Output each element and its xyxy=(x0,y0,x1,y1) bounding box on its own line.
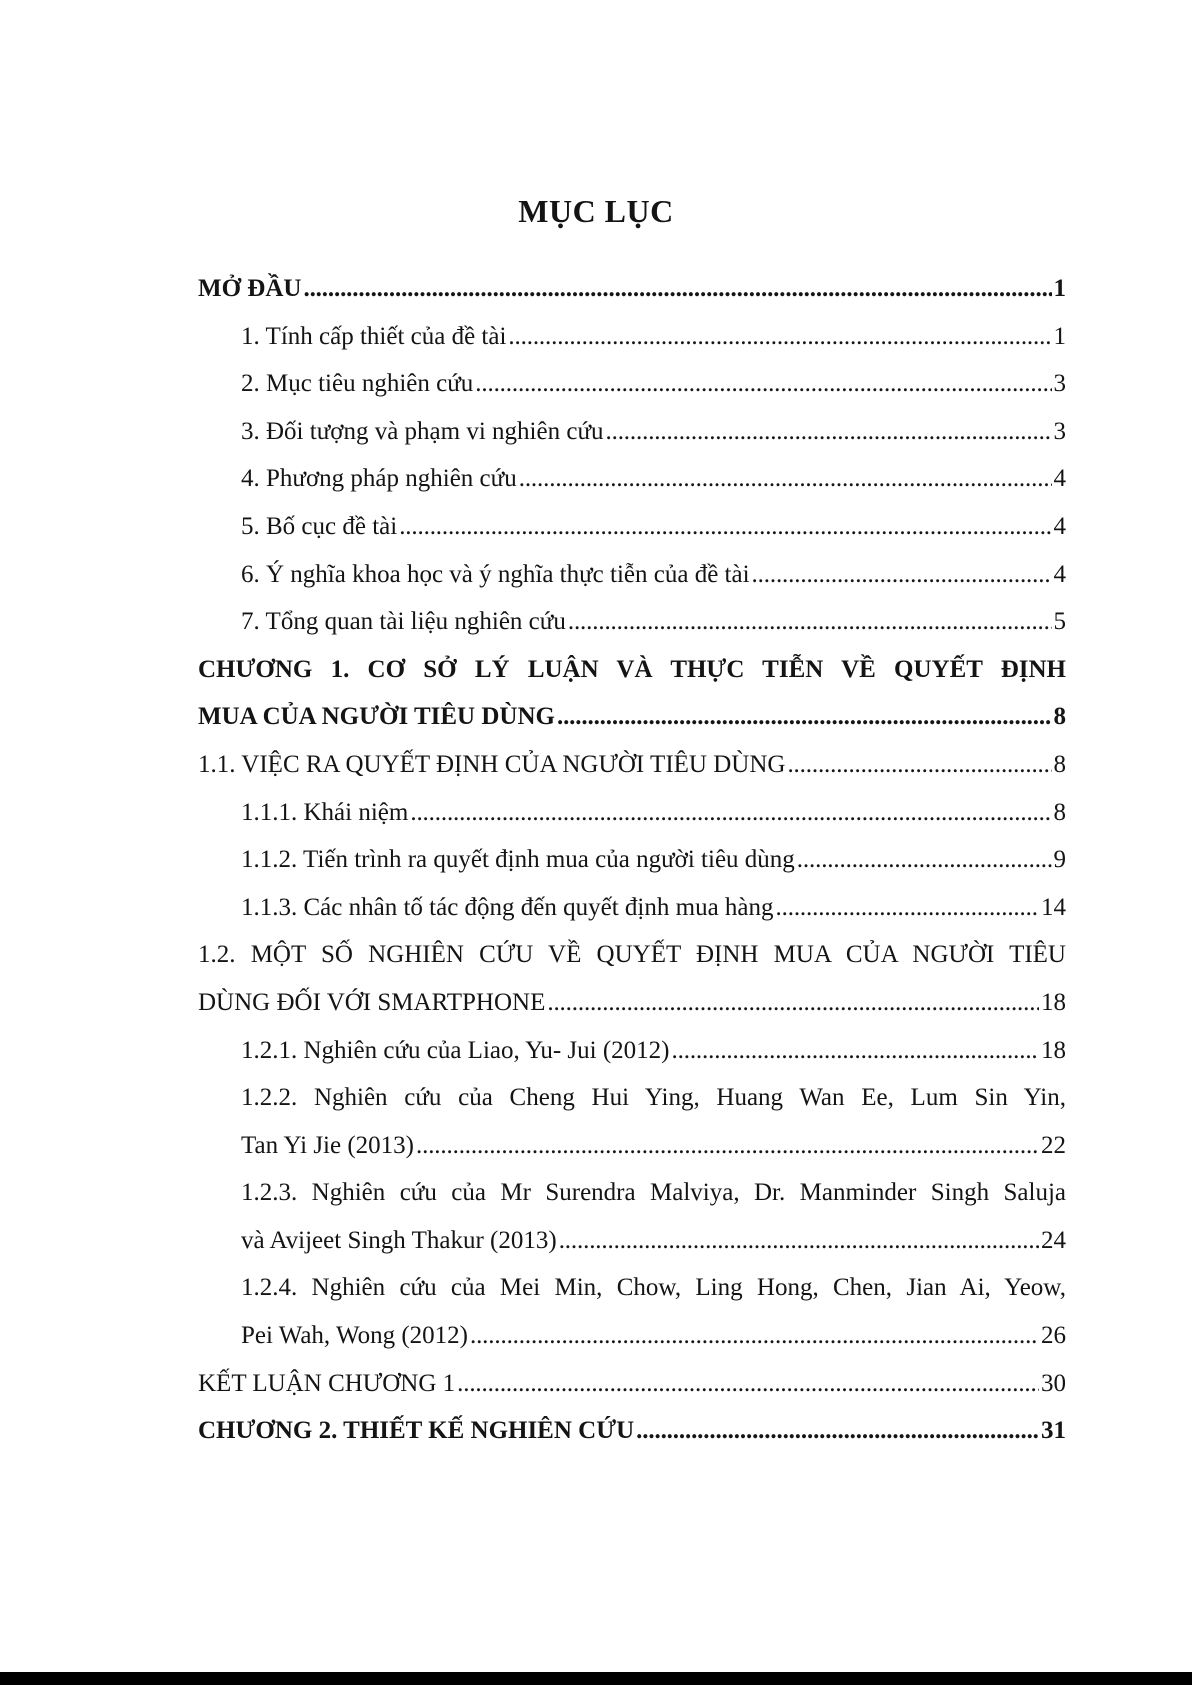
toc-page-number: 8 xyxy=(1053,703,1066,731)
toc-entry-1-2-1[interactable] xyxy=(198,1027,1066,1075)
dot-leader xyxy=(557,693,1052,741)
toc-entry-text-line1: CHƯƠNG 1. CƠ SỞ LÝ LUẬN VÀ THỰC TIỄN VỀ QUYẾT ĐỊNH xyxy=(198,655,1066,683)
toc-entry-text-line2: MUA CỦA NGƯỜI TIÊU DÙNG xyxy=(198,703,555,731)
toc-entry-text: 1.2.1. Nghiên cứu của Liao, Yu- Jui (2012) xyxy=(241,1036,670,1064)
toc-entry-text: 1.1.3. Các nhân tố tác động đến quyết định mua hàng xyxy=(241,893,774,921)
toc-entry-text-line1: 1.2. MỘT SỐ NGHIÊN CỨU VỀ QUYẾT ĐỊNH MUA CỦA NGƯỜI TIÊU xyxy=(198,941,1066,969)
toc-entry-text: 3. Đối tượng và phạm vi nghiên cứu xyxy=(241,417,604,445)
toc-page-number: 1 xyxy=(1053,275,1066,302)
dot-leader xyxy=(457,1360,1039,1408)
toc-entry-mo-dau[interactable] xyxy=(198,265,1066,313)
toc-page-number: 4 xyxy=(1053,512,1066,540)
toc-page-number: 14 xyxy=(1041,893,1066,921)
dot-leader xyxy=(470,1312,1039,1360)
toc-entry-1-1-1[interactable] xyxy=(198,789,1066,837)
toc-entry-text: 4. Phương pháp nghiên cứu xyxy=(241,465,517,493)
toc-entry-text: 1.1.2. Tiến trình ra quyết định mua của người tiêu dùng xyxy=(241,846,795,874)
toc-entry-1-2-4[interactable] xyxy=(198,1264,1066,1359)
dot-leader xyxy=(568,598,1052,646)
toc-entry-chuong-2[interactable] xyxy=(198,1407,1066,1455)
bottom-border xyxy=(0,1672,1192,1685)
dot-leader xyxy=(776,884,1039,932)
toc-entry-6[interactable] xyxy=(198,551,1066,599)
toc-entry-text: 6. Ý nghĩa khoa học và ý nghĩa thực tiễn của đề tài xyxy=(241,560,750,588)
toc-entry-text-line2: Tan Yi Jie (2013) xyxy=(241,1131,414,1159)
toc-page-number: 8 xyxy=(1053,750,1066,778)
toc-entry-text: 2. Mục tiêu nghiên cứu xyxy=(241,370,474,398)
toc-entry-ket-luan-chuong-1[interactable] xyxy=(198,1360,1066,1408)
page-title: MỤC LỤC xyxy=(518,193,674,229)
toc-entry-1-2[interactable] xyxy=(198,931,1066,1026)
toc-page-number: 18 xyxy=(1041,1036,1066,1064)
dot-leader xyxy=(797,836,1052,884)
toc-page-number: 1 xyxy=(1053,322,1066,350)
toc-entry-text: MỞ ĐẦU xyxy=(198,275,302,302)
toc-entry-5[interactable] xyxy=(198,503,1066,551)
table-of-contents xyxy=(198,265,1066,1455)
toc-entry-text-line2: và Avijeet Singh Thakur (2013) xyxy=(241,1226,557,1254)
dot-leader xyxy=(410,789,1051,837)
toc-entry-text-line2: DÙNG ĐỐI VỚI SMARTPHONE xyxy=(198,988,546,1016)
toc-entry-1-1-2[interactable] xyxy=(198,836,1066,884)
toc-page-number: 26 xyxy=(1041,1322,1066,1350)
toc-entry-7[interactable] xyxy=(198,598,1066,646)
toc-page-number: 30 xyxy=(1041,1369,1066,1397)
dot-leader xyxy=(519,455,1052,503)
dot-leader xyxy=(416,1122,1039,1170)
dot-leader xyxy=(636,1407,1039,1455)
toc-entry-text: 5. Bố cục đề tài xyxy=(241,512,398,540)
dot-leader xyxy=(303,265,1051,313)
toc-page-number: 22 xyxy=(1041,1131,1066,1159)
toc-entry-2[interactable] xyxy=(198,360,1066,408)
toc-entry-text-line1: 1.2.3. Nghiên cứu của Mr Surendra Malviya, Dr. Manminder Singh Saluja xyxy=(241,1179,1066,1207)
dot-leader xyxy=(475,360,1051,408)
toc-entry-1-2-3[interactable] xyxy=(198,1169,1066,1264)
toc-page-number: 3 xyxy=(1053,417,1066,445)
dot-leader xyxy=(606,408,1052,456)
toc-entry-text: 1.1. VIỆC RA QUYẾT ĐỊNH CỦA NGƯỜI TIÊU DÙNG xyxy=(198,750,786,778)
toc-page-number: 18 xyxy=(1041,988,1066,1016)
toc-entry-text: KẾT LUẬN CHƯƠNG 1 xyxy=(198,1369,456,1397)
dot-leader xyxy=(672,1027,1039,1075)
toc-page-number: 8 xyxy=(1053,798,1066,826)
dot-leader xyxy=(508,313,1051,361)
toc-entry-1-1-3[interactable] xyxy=(198,884,1066,932)
toc-entry-1-1[interactable] xyxy=(198,741,1066,789)
toc-entry-text-line1: 1.2.2. Nghiên cứu của Cheng Hui Ying, Huang Wan Ee, Lum Sin Yin, xyxy=(241,1084,1066,1112)
toc-entry-1[interactable] xyxy=(198,313,1066,361)
toc-page-number: 4 xyxy=(1053,465,1066,493)
toc-entry-3[interactable] xyxy=(198,408,1066,456)
dot-leader xyxy=(559,1217,1039,1265)
toc-entry-text: CHƯƠNG 2. THIẾT KẾ NGHIÊN CỨU xyxy=(198,1417,635,1445)
dot-leader xyxy=(752,551,1052,599)
toc-page-number: 4 xyxy=(1053,560,1066,588)
toc-page-number: 3 xyxy=(1053,370,1066,398)
toc-entry-1-2-2[interactable] xyxy=(198,1074,1066,1169)
toc-entry-text: 1. Tính cấp thiết của đề tài xyxy=(241,322,507,350)
toc-page-number: 31 xyxy=(1041,1417,1066,1445)
toc-entry-text-line1: 1.2.4. Nghiên cứu của Mei Min, Chow, Ling Hong, Chen, Jian Ai, Yeow, xyxy=(241,1274,1066,1302)
toc-entry-text-line2: Pei Wah, Wong (2012) xyxy=(241,1322,468,1350)
dot-leader xyxy=(399,503,1051,551)
toc-page-number: 9 xyxy=(1053,846,1066,874)
toc-entry-text: 7. Tổng quan tài liệu nghiên cứu xyxy=(241,608,566,636)
dot-leader xyxy=(547,979,1039,1027)
toc-page-number: 5 xyxy=(1053,608,1066,636)
toc-entry-text: 1.1.1. Khái niệm xyxy=(241,798,409,826)
toc-page-number: 24 xyxy=(1041,1226,1066,1254)
toc-entry-chuong-1[interactable] xyxy=(198,646,1066,741)
dot-leader xyxy=(787,741,1051,789)
toc-entry-4[interactable] xyxy=(198,455,1066,503)
